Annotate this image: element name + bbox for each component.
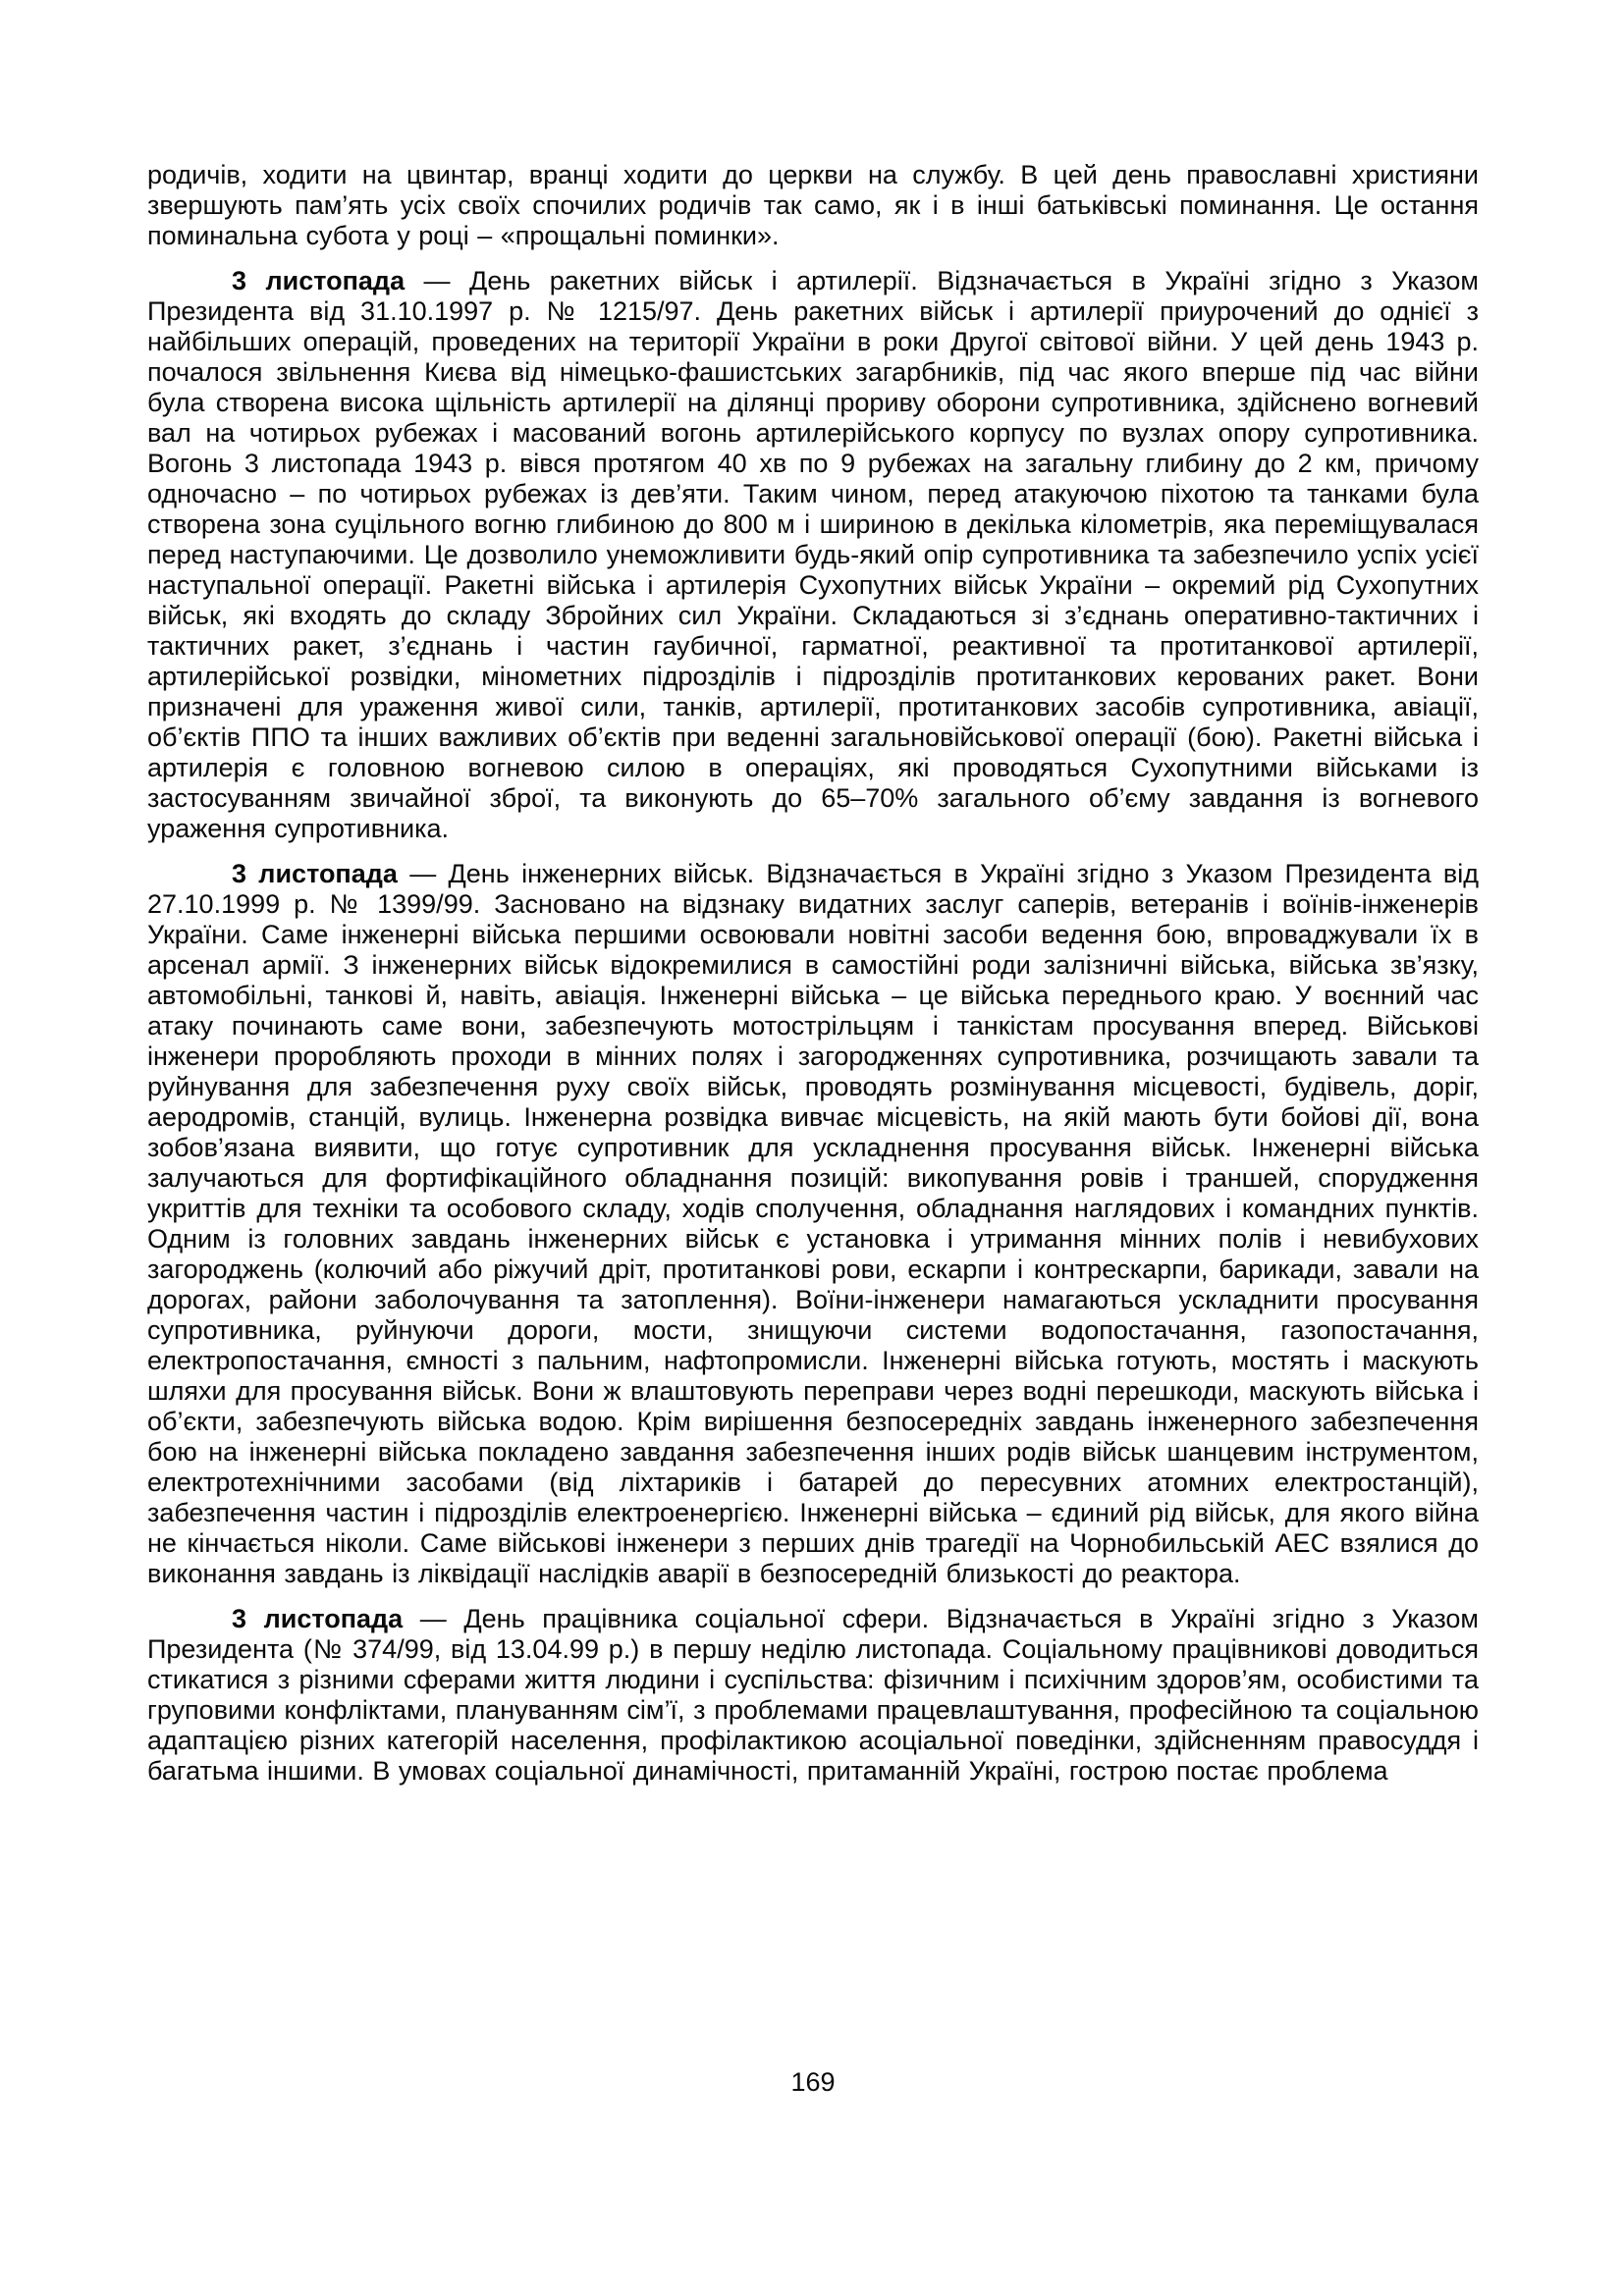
- paragraph-dash: —: [403, 1604, 464, 1633]
- paragraph-text: День інженерних військ. Відзначається в Україні згідно з Указом Президента від 27.10.1999 р. № 1399/99. Засновано на відзнаку видатних заслуг саперів, ветеранів і воїнів-інженерів України. Саме інженерні війська першими освоювали новітні засоби ведення бою, впроваджували їх в арсенал армії. З інженерних військ відокремилися в самостійні роди залізничні війська, війська зв’язку, автомобільні, танкові й, навіть, авіація. Інженерні війська – це війська переднього краю. У воєнний час атаку починають саме вони, забезпечують мотострільцям і танкістам просування вперед. Військові інженери проробляють проходи в мінних полях і загородженнях супротивника, розчищають завали та руйнування для забезпечення руху своїх військ, проводять розмінування місцевості, будівель, доріг, аеродромів, станцій, вулиць. Інженерна розвідка вивчає місцевість, на якій мають бути бойові дії, вона зобов’язана виявити, що готує супротивник для ускладнення просування військ. Інженерні війська залучаються для фортифікаційного обладнання позицій: викопування ровів і траншей, спорудження укриттів для техніки та особового складу, ходів сполучення, обладнання наглядових і командних пунктів. Одним із головних завдань інженерних військ є установка і утримання мінних полів і невибухових загороджень (колючий або ріжучий дріт, протитанкові рови, ескарпи і контрескарпи, барикади, завали на дорогах, райони заболочування та затоплення). Воїни-інженери намагаються ускладнити просування супротивника, руйнуючи дороги, мости, знищуючи системи водопостачання, газопостачання, електропостачання, ємності з пальним, нафтопромисли. Інженерні війська готують, мостять і маскують шляхи для просування військ. Вони ж влаштовують переправи через водні перешкоди, маскують війська і об’єкти, забезпечують війська водою. Крім вирішення безпосередніх завдань інженерного забезпечення бою на інженерні війська покладено завдання забезпечення інших родів військ шанцевим інструментом, електротехнічними засобами (від ліхтариків і батарей до пересувних атомних електростанцій), забезпечення частин і підрозділів електроенергією. Інженерні війська – єдиний рід військ, для якого війна не кінчається ніколи. Саме військові інженери з перших днів трагедії на Чорнобильській АЕС взялися до виконання завдань із ліквідації наслідків аварії в безпосередній близькості до реактора.: [147, 859, 1479, 1588]
- paragraph-date-lead: 3 листопада: [232, 859, 398, 888]
- paragraph-text: родичів, ходити на цвинтар, вранці ходити до церкви на службу. В цей день православні християни звершують пам’ять усіх своїх спочилих родичів так само, як і в інші батьківські поминання. Це остання поминальна субота у році – «прощальні поминки».: [147, 160, 1479, 250]
- paragraph-dash: —: [397, 859, 449, 888]
- body-paragraph: [147, 859, 1479, 1589]
- page-text-block: [147, 160, 1479, 1787]
- paragraph-text: День працівника соціальної сфери. Відзначається в Україні згідно з Указом Президента (№ 374/99, від 13.04.99 р.) в першу неділю листопада. Соціальному працівникові доводиться стикатися з різними сферами життя людини і суспільства: фізичним і психічним здоров’ям, особистими та груповими конфліктами, плануванням сім’ї, з проблемами працевлаштування, професійною та соціальною адаптацією різних категорій населення, профілактикою асоціальної поведінки, здійсненням правосуддя і багатьма іншими. В умовах соціальної динамічності, притаманній Україні, гострою постає проблема: [147, 1604, 1479, 1786]
- paragraph-dash: —: [405, 266, 470, 295]
- paragraph-date-lead: 3 листопада: [232, 1604, 404, 1633]
- body-paragraph: [147, 160, 1479, 251]
- page-number: 169: [790, 2067, 836, 2097]
- paragraph-text: День ракетних військ і артилерії. Відзначається в Україні згідно з Указом Президента від 31.10.1997 р. № 1215/97. День ракетних військ і артилерії приурочений до однієї з найбільших операцій, проведених на території України в роки Другої світової війни. У цей день 1943 р. почалося звільнення Києва від німецько-фашистських загарбників, під час якого вперше під час війни була створена висока щільність артилерії на ділянці прориву оборони супротивника, здійснено вогневий вал на чотирьох рубежах і масований вогонь артилерійського корпусу по вузлах опору супротивника. Вогонь 3 листопада 1943 р. вівся протягом 40 хв по 9 рубежах на загальну глибину до 2 км, причому одночасно – по чотирьох рубежах із дев’яти. Таким чином, перед атакуючою піхотою та танками була створена зона суцільного вогню глибиною до 800 м і шириною в декілька кілометрів, яка переміщувалася перед наступаючими. Це дозволило унеможливити будь-який опір супротивника та забезпечило успіх усієї наступальної операції. Ракетні війська і артилерія Сухопутних військ України – окремий рід Сухопутних військ, які входять до складу Збройних сил України. Складаються зі з’єднань оперативно-тактичних і тактичних ракет, з’єднань і частин гаубичної, гарматної, реактивної та протитанкової артилерії, артилерійської розвідки, мінометних підрозділів і підрозділів протитанкових керованих ракет. Вони призначені для ураження живої сили, танків, артилерії, протитанкових засобів супротивника, авіації, об’єктів ППО та інших важливих об’єктів при веденні загальновійськової операції (бою). Ракетні війська і артилерія є головною вогневою силою в операціях, які проводяться Сухопутними військами із застосуванням звичайної зброї, та виконують до 65–70% загального об’єму завдання із вогневого ураження супротивника.: [147, 266, 1479, 843]
- paragraph-date-lead: 3 листопада: [232, 266, 406, 295]
- body-paragraph: [147, 266, 1479, 844]
- body-paragraph: [147, 1604, 1479, 1787]
